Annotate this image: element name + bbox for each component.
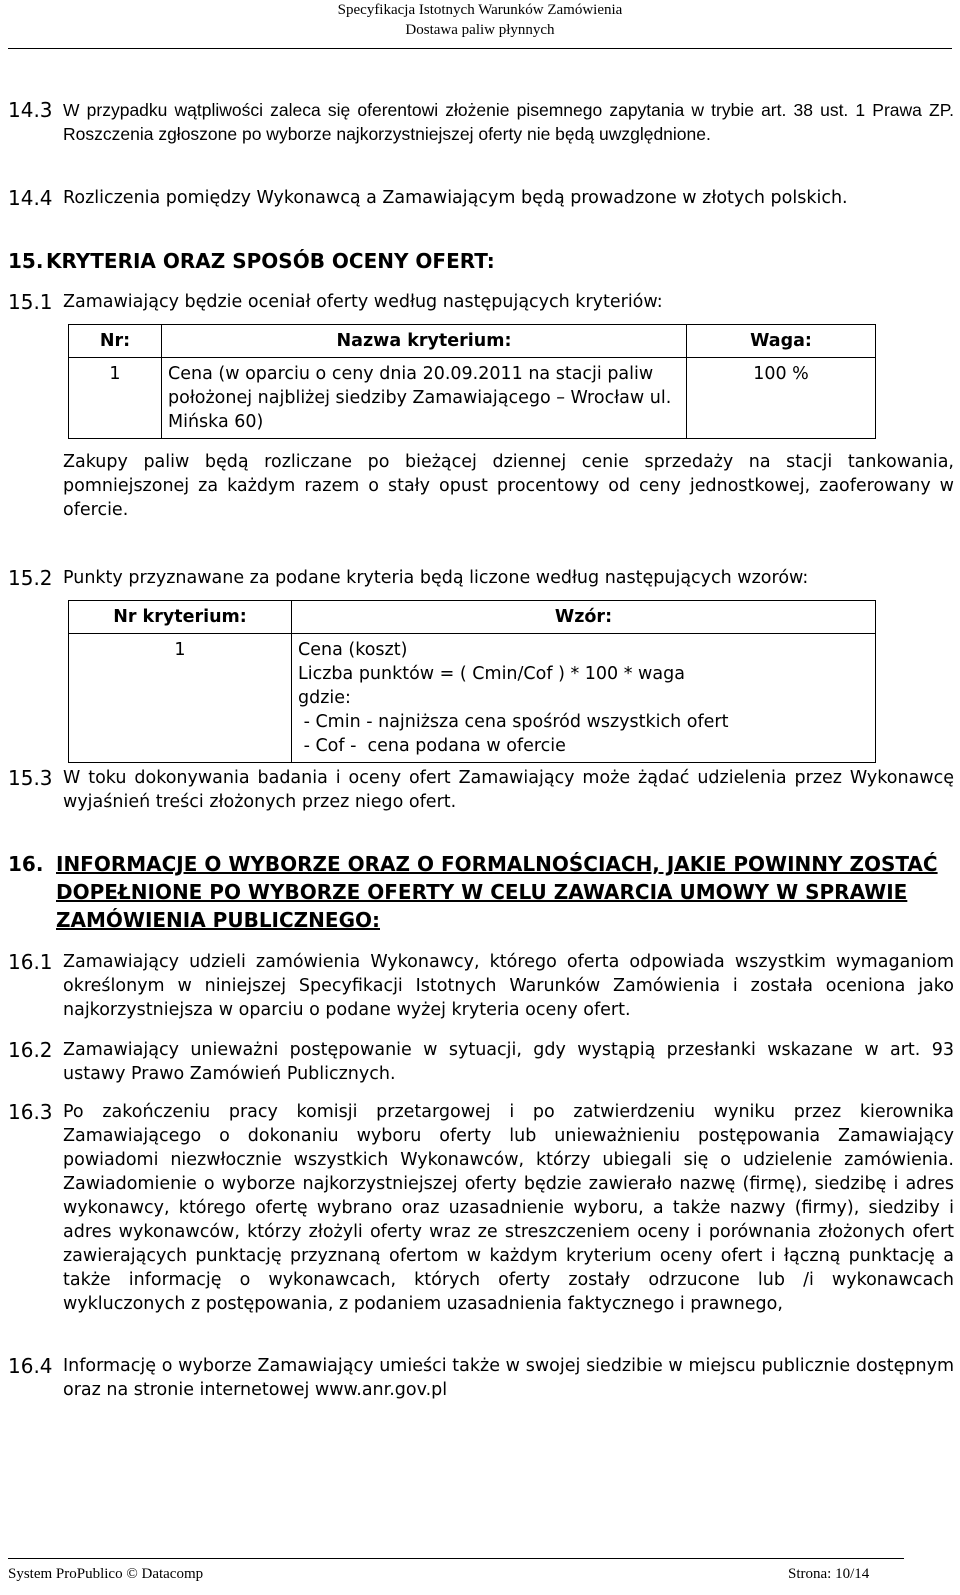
- table-row: [69, 634, 876, 763]
- section-text: Po zakończeniu pracy komisji przetargowej i po zatwierdzeniu wyniku przez kierownika Zamawiającego o dokonaniu wyboru oferty lub unieważnieniu postępowania Zamawiający powiadomi niezwłocznie wszystkich Wykonawców, którzy ubiegali się o udzielenie zamówienia. Zawiadomienie o wyborze najkorzystniejszej oferty będzie zawierało nazwę (firmę), siedzibę i adres wykonawcy, którego ofertę wybrano oraz uzasadnienie wyboru, a także nazwy (firmy), siedziby i adres wykonawców, którzy złożyli oferty wraz ze streszczeniem oceny i porównania złożonych ofert zawierających punktację przyznaną ofertom w każdym kryterium oceny ofert i łączną punktację a także informację o wykonawcach, których oferty zostały odrzucone lub /i wykonawcach wykluczonych z postępowania, z podaniem uzasadnienia faktycznego i prawnego,: [63, 1102, 954, 1314]
- cell-nr: 1: [69, 358, 162, 439]
- formula-line: Cena (koszt): [298, 640, 408, 660]
- formula-line: Liczba punktów = ( Cmin/Cof ) * 100 * waga: [298, 664, 685, 684]
- section-text: W przypadku wątpliwości zaleca się oferentowi złożenie pisemnego zapytania w trybie art. 38 ust. 1 Prawa ZP. Roszczenia zgłoszone po wyborze najkorzystniejszej oferty nie będą uwzględnione.: [63, 100, 954, 144]
- column-header-weight: Waga:: [687, 325, 876, 358]
- cell-name: Cena (w oparciu o ceny dnia 20.09.2011 na stacji paliw położonej najbliżej siedziby Zamawiającego – Wrocław ul. Mińska 60): [162, 358, 687, 439]
- formula-line: - Cmin - najniższa cena spośród wszystkich ofert: [298, 712, 729, 732]
- column-header-name: Nazwa kryterium:: [162, 325, 687, 358]
- section-text: Informację o wyborze Zamawiający umieści także w swojej siedzibie w miejscu publicznie dostępnym oraz na stronie internetowej www.anr.gov.pl: [63, 1356, 954, 1400]
- purchase-note: [8, 450, 954, 522]
- section-text: Zamawiający udzieli zamówienia Wykonawcy, którego oferta odpowiada wszystkim wymaganiom określonym w niniejszej Specyfikacji Istotnych Warunków Zamówienia i została oceniona jako najkorzystniejsza w oparciu o podane wyżej kryteria oceny ofert.: [63, 952, 954, 1020]
- section-15-3: [8, 766, 954, 814]
- header-subtitle: Dostawa paliw płynnych: [405, 22, 555, 38]
- cell-nr: 1: [69, 634, 292, 763]
- section-number: 14.4: [8, 186, 53, 210]
- section-text: Punkty przyznawane za podane kryteria będą liczone według następujących wzorów:: [63, 568, 809, 588]
- section-16-2: [8, 1038, 954, 1086]
- heading-16: [8, 850, 954, 934]
- footer-left: System ProPublico © Datacomp: [8, 1566, 204, 1582]
- section-number: 15.1: [8, 290, 53, 314]
- table-header-row: [69, 601, 876, 634]
- purchase-note-text: Zakupy paliw będą rozliczane po bieżącej dziennej cenie sprzedaży na stacji tankowania, pomniejszonej za każdym razem o stały opust procentowy od ceny jednostkowej, zaoferowany w ofercie.: [63, 452, 954, 520]
- header-title: Specyfikacja Istotnych Warunków Zamówienia: [337, 2, 623, 18]
- heading-title: INFORMACJE O WYBORZE ORAZ O FORMALNOŚCIACH, JAKIE POWINNY ZOSTAĆ DOPEŁNIONE PO WYBORZE OFERTY W CELU ZAWARCIA UMOWY W SPRAWIE ZAMÓWIENIA PUBLICZNEGO:: [56, 852, 938, 932]
- section-text: Zamawiający będzie oceniał oferty według następujących kryteriów:: [63, 292, 663, 312]
- criteria-table: [68, 324, 876, 439]
- section-number: 16.4: [8, 1354, 53, 1378]
- section-number: 15.3: [8, 766, 53, 790]
- formula-line: - Cof - cena podana w ofercie: [298, 736, 566, 756]
- section-number: 16.2: [8, 1038, 53, 1062]
- section-text: W toku dokonywania badania i oceny ofert Zamawiający może żądać udzielenia przez Wykonawcę wyjaśnień treści złożonych przez niego ofert.: [63, 768, 954, 812]
- section-14-3: [8, 98, 954, 146]
- section-15-1: [8, 290, 954, 314]
- page-header: [0, 0, 960, 40]
- footer-page-number: Strona: 10/14: [788, 1566, 870, 1582]
- section-number: 14.3: [8, 98, 53, 122]
- cell-formula: [292, 634, 876, 763]
- section-number: 16.1: [8, 950, 53, 974]
- footer-divider: [8, 1558, 904, 1559]
- section-text: Zamawiający unieważni postępowanie w sytuacji, gdy wystąpią przesłanki wskazane w art. 93 ustawy Prawo Zamówień Publicznych.: [63, 1040, 954, 1084]
- heading-title: KRYTERIA ORAZ SPOSÓB OCENY OFERT:: [46, 249, 495, 273]
- column-header-nr: Nr kryterium:: [69, 601, 292, 634]
- section-16-1: [8, 950, 954, 1022]
- column-header-formula: Wzór:: [292, 601, 876, 634]
- section-text: Rozliczenia pomiędzy Wykonawcą a Zamawiającym będą prowadzone w złotych polskich.: [63, 188, 848, 208]
- heading-15: [8, 248, 495, 274]
- heading-number: 15.: [8, 249, 44, 273]
- section-14-4: [8, 186, 954, 210]
- section-number: 16.3: [8, 1100, 53, 1124]
- formula-line: gdzie:: [298, 688, 351, 708]
- table-header-row: [69, 325, 876, 358]
- column-header-nr: Nr:: [69, 325, 162, 358]
- section-15-2: [8, 566, 954, 590]
- section-16-4: [8, 1354, 954, 1402]
- heading-number: 16.: [8, 852, 44, 876]
- cell-weight: 100 %: [687, 358, 876, 439]
- table-row: [69, 358, 876, 439]
- section-16-3: [8, 1100, 954, 1316]
- header-divider: [8, 48, 952, 49]
- section-number: 15.2: [8, 566, 53, 590]
- formula-table: [68, 600, 876, 763]
